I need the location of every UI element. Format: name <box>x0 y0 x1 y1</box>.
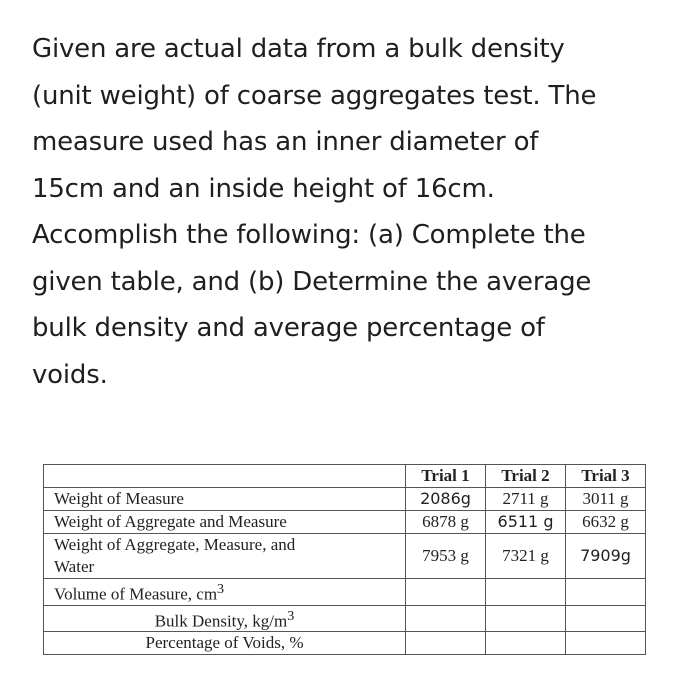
question-line: bulk density and average percentage of <box>32 313 545 343</box>
row-label: Weight of Measure <box>44 488 406 511</box>
cell-value: 7909g <box>566 534 646 579</box>
table-row <box>44 579 646 606</box>
row-label-text: Volume of Measure, cm <box>54 584 218 604</box>
data-table <box>43 464 646 655</box>
question-line: given table, and (b) Determine the average <box>32 266 592 297</box>
cell-value: 7953 g <box>406 534 486 579</box>
cell-empty <box>406 632 486 655</box>
cell-empty <box>486 632 566 655</box>
table-row <box>44 534 646 579</box>
cell-empty <box>486 605 566 632</box>
row-label-line: Weight of Aggregate, Measure, and <box>54 535 296 554</box>
cell-empty <box>406 579 486 606</box>
question-line: (unit weight) of coarse aggregates test. The <box>32 80 597 111</box>
row-label: Percentage of Voids, % <box>44 632 406 655</box>
question-line: Given are actual data from a bulk density <box>32 34 565 64</box>
header-trial-2: Trial 2 <box>486 465 566 488</box>
row-label: Weight of Aggregate and Measure <box>44 511 406 534</box>
row-label <box>44 534 406 579</box>
cell-value: 6878 g <box>406 511 486 534</box>
cell-empty <box>486 579 566 606</box>
table-row <box>44 488 646 511</box>
question-line: measure used has an inner diameter of <box>32 127 539 157</box>
table-row <box>44 605 646 632</box>
cell-value: 6632 g <box>566 511 646 534</box>
row-label-text: Bulk Density, kg/m <box>154 611 288 631</box>
row-label <box>44 605 406 632</box>
cell-empty <box>566 605 646 632</box>
cell-value: 3011 g <box>566 488 646 511</box>
question-text <box>32 26 662 398</box>
unit-superscript: 3 <box>217 581 225 597</box>
cell-value: 6511 g <box>486 511 566 534</box>
table-row <box>44 511 646 534</box>
row-label <box>44 579 406 606</box>
unit-superscript: 3 <box>287 607 295 624</box>
header-trial-3: Trial 3 <box>566 465 646 488</box>
row-label-line: Water <box>54 557 95 576</box>
header-empty <box>44 465 406 488</box>
cell-value: 2711 g <box>486 488 566 511</box>
cell-empty <box>566 632 646 655</box>
cell-empty <box>406 605 486 632</box>
cell-value: 7321 g <box>486 534 566 579</box>
cell-empty <box>566 579 646 606</box>
cell-value: 2086g <box>406 488 486 511</box>
question-line: Accomplish the following: (a) Complete the <box>32 220 586 250</box>
header-trial-1: Trial 1 <box>406 465 486 488</box>
question-line: voids. <box>32 359 108 390</box>
table-header-row <box>44 465 646 488</box>
table-row <box>44 632 646 655</box>
question-line: 15cm and an inside height of 16cm. <box>32 173 495 204</box>
